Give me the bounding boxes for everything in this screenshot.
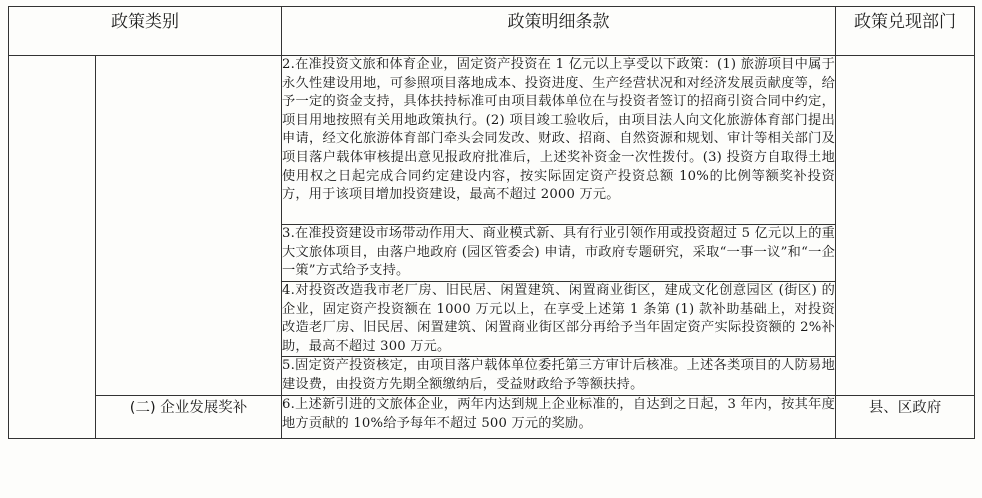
header-row	[9, 7, 975, 56]
table-row	[9, 396, 975, 439]
clause-cell: 5.固定资产投资核定，由项目落户载体单位委托第三方审计后核准。上述各类项目的人防易地建设费，由投资方先期全额缴纳后，受益财政给予等额扶持。	[282, 357, 836, 396]
table-row	[9, 56, 975, 225]
clause-cell: 3.在准投资建设市场带动作用大、商业模式新、具有行业引领作用或投资超过 5 亿元以上的重大文旅体项目，由落户地政府 (园区管委会) 申请，市政府专题研究，采取“一事一议”和“一企一策”方式给予支持。	[282, 225, 836, 282]
header-department: 政策兑现部门	[836, 7, 975, 56]
header-detail: 政策明细条款	[282, 7, 836, 56]
clause-cell: 2.在准投资文旅和体育企业，固定资产投资在 1 亿元以上享受以下政策：(1) 旅游项目中属于永久性建设用地，可参照项目落地成本、投资进度、生产经营状况和对经济发展贡献度等，给予一定的资金支持，具体扶持标准可由项目载体单位在与投资者签订的招商引资合同中约定，项目用地按照有关用地政策执行。(2) 项目竣工验收后，由项目法人向文化旅游体育部门提出申请，经文化旅游体育部门牵头会同发改、财政、招商、自然资源和规划、审计等相关部门及项目落户载体审核提出意见报政府批准后，上述奖补资金一次性拨付。(3) 投资方自取得土地使用权之日起完成合同约定建设内容，按实际固定资产投资总额 10%的比例等额奖补投资方，用于该项目增加投资建设，最高不超过 2000 万元。	[282, 56, 836, 225]
subcategory-cell	[96, 56, 282, 396]
subcategory-cell: (二) 企业发展奖补	[96, 396, 282, 439]
policy-table	[8, 6, 975, 439]
header-category: 政策类别	[9, 7, 282, 56]
clause-cell: 6.上述新引进的文旅体企业，两年内达到规上企业标准的，自达到之日起，3 年内，按其年度地方贡献的 10%给予每年不超过 500 万元的奖励。	[282, 396, 836, 439]
clause-cell: 4.对投资改造我市老厂房、旧民居、闲置建筑、闲置商业街区，建成文化创意园区 (街区) 的企业，固定资产投资额在 1000 万元以上，在享受上述第 1 条第 (1) 款补助基础上，对投资改造老厂房、旧民居、闲置建筑、闲置商业街区部分再给予当年固定资产实际投资额的 2%补助，最高不超过 300 万元。	[282, 282, 836, 357]
department-cell	[836, 56, 975, 396]
department-cell: 县、区政府	[836, 396, 975, 439]
category-cell	[9, 56, 96, 439]
